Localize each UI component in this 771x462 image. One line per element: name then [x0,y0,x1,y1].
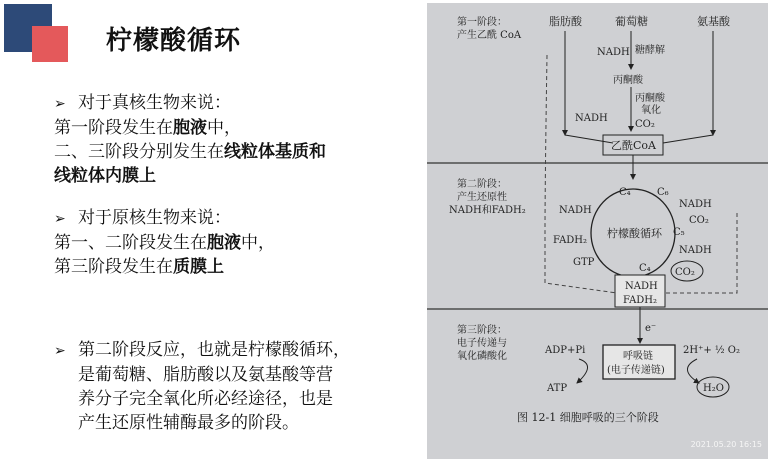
eukaryote-line3-text: 二、三阶段分别发生在 [54,142,224,162]
prokaryote-line3-text: 第三阶段发生在 [54,257,173,277]
stage2-label-b: 产生还原性 [457,192,507,203]
cycle-gtp: GTP [573,257,595,268]
second-stage-line2: 是葡萄糖、脂肪酸以及氨基酸等营 [78,365,333,385]
pyruvate-ox-a: 丙酮酸 [635,93,665,104]
cycle-fadh2: FADH₂ [553,235,588,246]
glycolysis-label: 糖酵解 [635,45,665,56]
pyruvate-label: 丙酮酸 [613,75,643,86]
nadh-label: NADH [597,47,630,58]
nadh-label: NADH [575,113,608,124]
prokaryote-intro: 对于原核生物来说： [78,208,231,228]
prokaryote-line2-bold: 胞液 [207,233,241,253]
pyruvate-ox-b: 氧化 [641,105,661,116]
photo-timestamp: 2021.05.20 16:15 [690,440,762,449]
stage3-label-c: 氧化磷酸化 [457,351,507,362]
second-stage-line4: 产生还原性辅酶最多的阶段。 [78,413,299,433]
source-glucose: 葡萄糖 [615,15,648,28]
cycle-nadh-right: NADH [679,199,712,210]
second-stage-block [54,338,350,435]
textbook-photo [427,3,768,459]
water-label: H₂O [703,383,724,394]
stage1-label-b: 产生乙酰 CoA [457,30,522,41]
adp-pi-label: ADP+Pi [545,345,586,356]
eukaryote-line3-bold: 线粒体基质和 [224,142,326,162]
decor-square-red [32,26,68,62]
chain-label-b: (电子传递链) [607,365,665,376]
c5-label: C₅ [673,227,685,238]
box-nadh: NADH [625,281,658,292]
chain-label-a: 呼吸链 [623,351,653,362]
c4-bottom-label: C₄ [639,263,651,274]
c6-label: C₆ [657,187,669,198]
arrow [577,359,588,383]
proton-o2-label: 2H⁺+ ½ O₂ [683,345,740,356]
stage2-label-a: 第二阶段： [457,179,507,190]
prokaryote-line2-end: 中， [241,233,275,253]
eukaryote-line4-bold: 线粒体内膜上 [54,166,156,186]
atp-label: ATP [547,383,568,394]
box-fadh2: FADH₂ [623,295,658,306]
source-amino-acid: 氨基酸 [697,15,730,28]
prokaryote-block [54,206,275,279]
eukaryote-line2-text: 第一阶段发生在 [54,118,173,138]
cycle-nadh-lower: NADH [679,245,712,256]
arrow-bullet-icon: ➢ [54,96,66,112]
second-stage-line3: 养分子完全氧化所必经途径，也是 [78,389,333,409]
eukaryote-line2-bold: 胞液 [173,118,207,138]
acetyl-coa-label: 乙酰CoA [611,139,656,152]
cycle-co2-circle-label: CO₂ [675,267,695,278]
eukaryote-intro: 对于真核生物来说： [78,93,231,113]
arrow [663,135,713,143]
arrow-bullet-icon: ➢ [54,211,66,227]
cycle-label: 柠檬酸循环 [607,227,662,240]
co2-label: CO₂ [635,119,655,130]
cycle-co2-top: CO₂ [689,215,709,226]
figure-caption: 图 12-1 细胞呼吸的三个阶段 [517,411,659,424]
c4-label: C₄ [619,187,631,198]
source-fatty-acid: 脂肪酸 [549,15,582,28]
cell-respiration-diagram [427,3,768,459]
cycle-nadh-left: NADH [559,205,592,216]
eukaryote-line2-end: 中， [207,118,241,138]
slide-title: 柠檬酸循环 [106,26,242,56]
arrow [565,135,613,143]
stage2-label-c: NADH和FADH₂ [449,205,526,216]
stage1-label-a: 第一阶段： [457,17,507,28]
arrow-bullet-icon: ➢ [54,343,66,359]
stage3-label-b: 电子传递与 [457,338,507,349]
second-stage-line1: 第二阶段反应，也就是柠檬酸循环， [78,340,350,360]
arrow [687,359,699,383]
eukaryote-block [54,91,326,188]
prokaryote-line2-text: 第一、二阶段发生在 [54,233,207,253]
electron-label: e⁻ [645,323,657,334]
prokaryote-line3-bold: 质膜上 [173,257,224,277]
stage3-label-a: 第三阶段： [457,325,507,336]
